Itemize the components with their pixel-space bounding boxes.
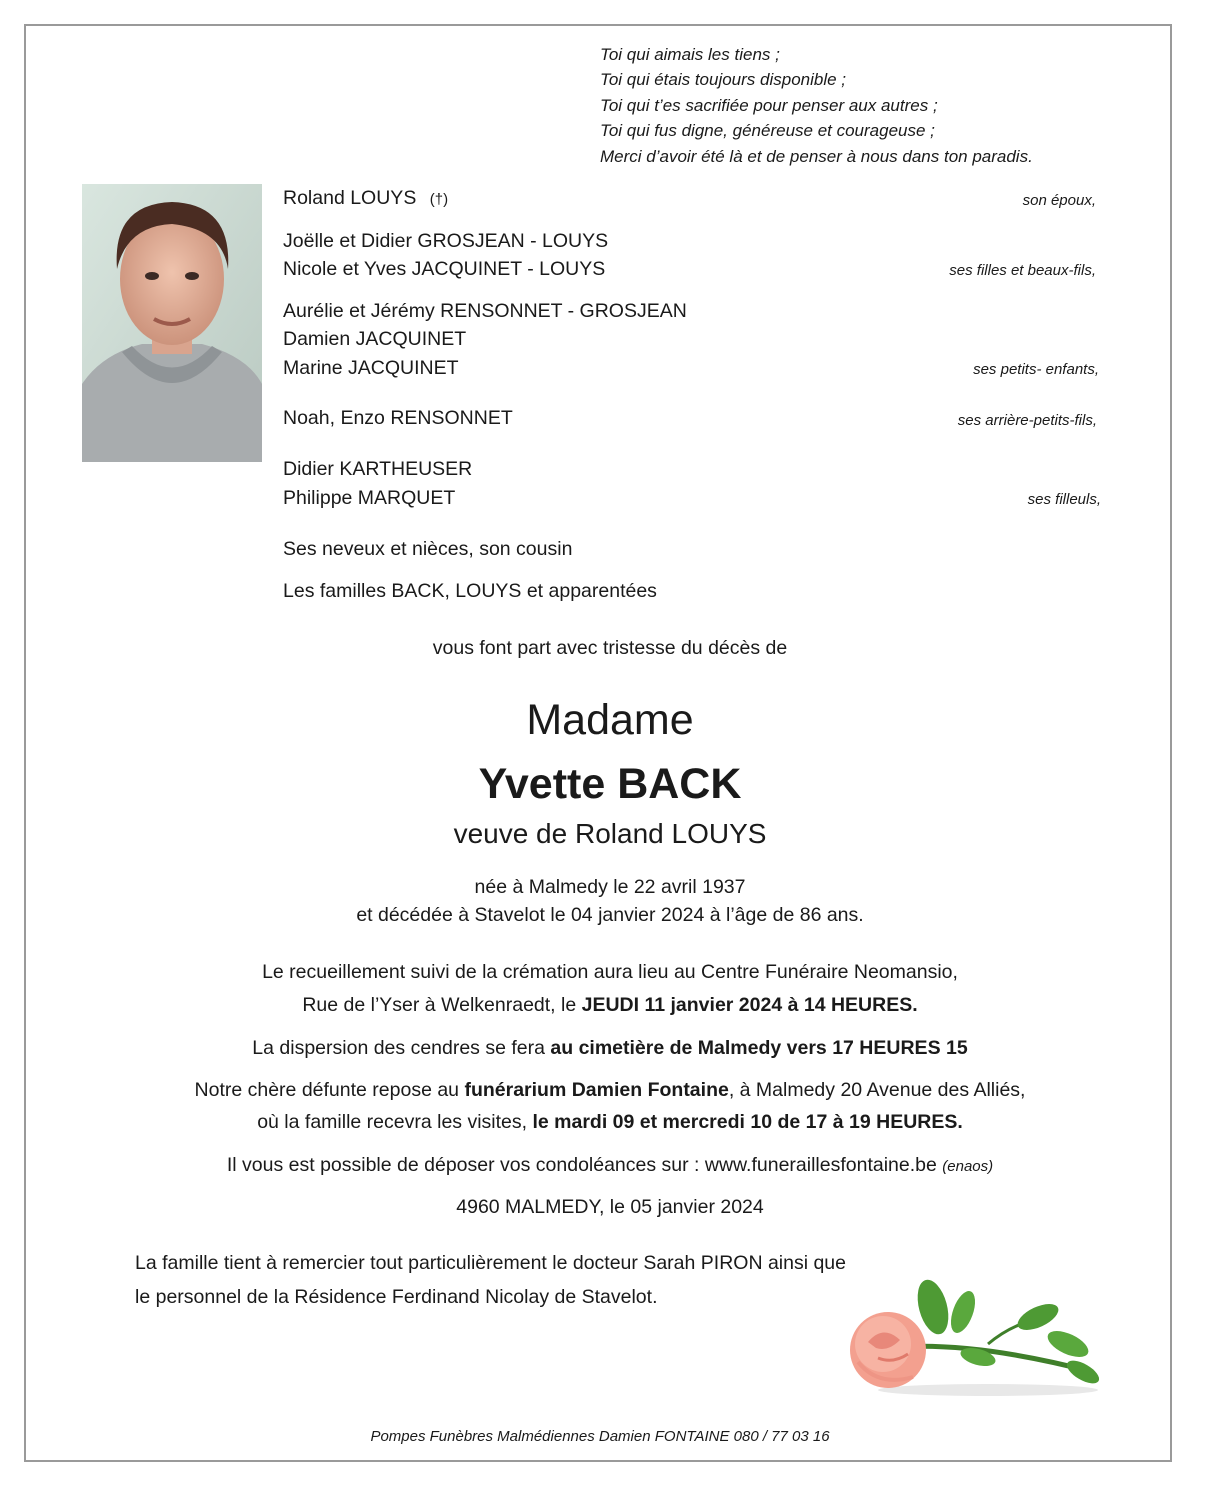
- rest-text-2: , à Malmedy 20 Avenue des Alliés,: [728, 1079, 1026, 1101]
- ceremony-place: Rue de l’Yser à Welkenraedt, le: [302, 994, 582, 1016]
- dispersion-line: [0, 1037, 1220, 1060]
- visits-schedule: le mardi 09 et mercredi 10 de 17 à 19 HEURES.: [532, 1111, 963, 1133]
- ceremony-datetime: JEUDI 11 janvier 2024 à 14 HEURES.: [581, 994, 918, 1016]
- rest-text-1: Notre chère défunte repose au: [194, 1079, 465, 1101]
- widow-of: veuve de Roland LOUYS: [453, 818, 767, 849]
- birth-line: née à Malmedy le 22 avril 1937: [474, 876, 746, 898]
- great-grandchildren: Noah, Enzo RENSONNET: [283, 407, 513, 429]
- condolences-text: Il vous est possible de déposer vos condoléances sur : www.funeraillesfontaine.be: [226, 1154, 937, 1176]
- grandchild-3: Marine JACQUINET: [283, 357, 459, 379]
- portrait-photo: [82, 184, 262, 462]
- poem-line-2: Toi qui étais toujours disponible ;: [600, 70, 847, 89]
- child-1: Joëlle et Didier GROSJEAN - LOUYS: [283, 230, 609, 252]
- visits-text: où la famille recevra les visites,: [257, 1111, 533, 1133]
- deceased-title: Madame: [526, 696, 694, 744]
- great-grandchildren-role: ses arrière-petits-fils,: [957, 412, 1097, 429]
- rest-line: [0, 1079, 1220, 1102]
- grandchild-2: Damien JACQUINET: [283, 328, 467, 350]
- children-role: ses filles et beaux-fils,: [949, 262, 1096, 279]
- footer-funeral-home: Pompes Funèbres Malmédiennes Damien FONTAINE 080 / 77 03 16: [370, 1428, 830, 1445]
- spouse-role: son époux,: [1022, 192, 1096, 209]
- thanks-line-2: le personnel de la Résidence Ferdinand Nicolay de Stavelot.: [135, 1286, 658, 1308]
- ceremony-line-1: Le recueillement suivi de la crémation aura lieu au Centre Funéraire Neomansio,: [262, 961, 958, 983]
- godchild-2: Philippe MARQUET: [283, 487, 456, 509]
- godchild-1: Didier KARTHEUSER: [283, 458, 473, 480]
- funeral-home: funérarium Damien Fontaine: [464, 1079, 729, 1101]
- deceased-mark: (†): [429, 191, 449, 208]
- rose-illustration: [838, 1272, 1108, 1402]
- visits-line: [0, 1111, 1220, 1134]
- condolences-note: (enaos): [942, 1158, 994, 1175]
- relatives-line-2: Les familles BACK, LOUYS et apparentées: [283, 580, 657, 602]
- thanks-line-1: La famille tient à remercier tout particulièrement le docteur Sarah PIRON ainsi que: [135, 1252, 846, 1274]
- dispersion-text: La dispersion des cendres se fera: [252, 1037, 551, 1059]
- dispersion-place-time: au cimetière de Malmedy vers 17 HEURES 15: [550, 1037, 968, 1059]
- spouse-entry: [283, 187, 448, 210]
- grandchild-1: Aurélie et Jérémy RENSONNET - GROSJEAN: [283, 300, 687, 322]
- poem-line-4: Toi qui fus digne, généreuse et courageuse ;: [600, 121, 935, 140]
- relatives-line-1: Ses neveux et nièces, son cousin: [283, 538, 573, 560]
- godchildren-role: ses filleuls,: [1027, 491, 1101, 508]
- poem-line-1: Toi qui aimais les tiens ;: [600, 45, 780, 64]
- spouse-name: Roland LOUYS: [283, 187, 417, 209]
- child-2: Nicole et Yves JACQUINET - LOUYS: [283, 258, 606, 280]
- ceremony-line-2: [0, 994, 1220, 1017]
- poem-line-5: Merci d’avoir été là et de penser à nous dans ton paradis.: [600, 147, 1033, 166]
- death-line: et décédée à Stavelot le 04 janvier 2024 à l’âge de 86 ans.: [356, 904, 864, 926]
- condolences-line: [0, 1154, 1220, 1177]
- grandchildren-role: ses petits- enfants,: [973, 361, 1099, 378]
- announcement: vous font part avec tristesse du décès de: [432, 637, 788, 659]
- place-date: 4960 MALMEDY, le 05 janvier 2024: [456, 1196, 764, 1218]
- poem-line-3: Toi qui t’es sacrifiée pour penser aux autres ;: [600, 96, 938, 115]
- deceased-name: Yvette BACK: [478, 760, 742, 808]
